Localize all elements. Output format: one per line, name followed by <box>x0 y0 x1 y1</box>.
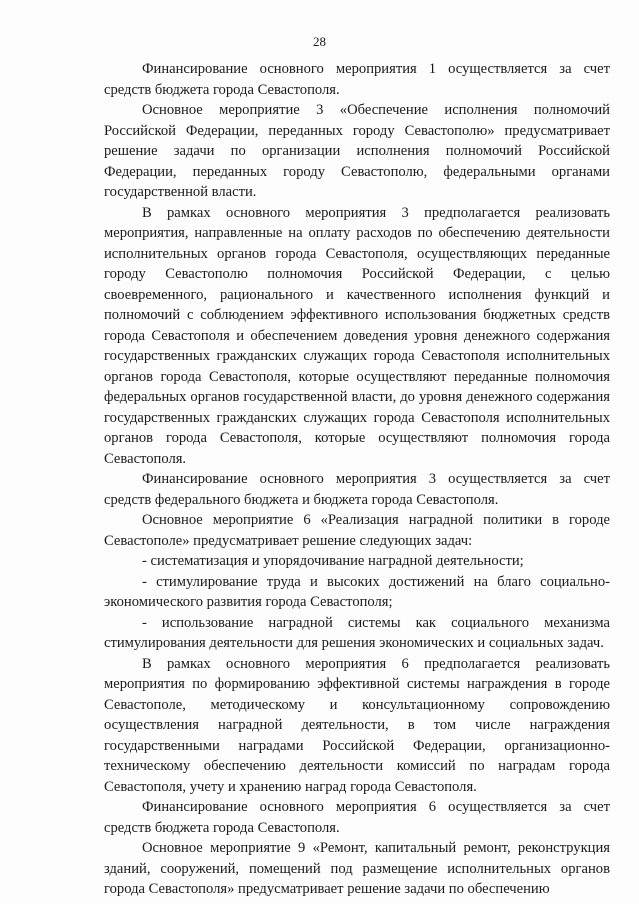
paragraph-activity-6: Основное мероприятие 6 «Реализация наградной политики в городе Севастополе» предусматривает решение следующих задач: <box>104 512 610 549</box>
document-body <box>104 59 610 900</box>
list-item-award-system: - использование наградной системы как социального механизма стимулирования деятельности для решения экономических и социальных задач. <box>104 614 610 651</box>
list-item-stimulation: - стимулирование труда и высоких достижений на благо социально-экономического развития города Севастополя; <box>104 573 610 610</box>
paragraph-activity-6-details: В рамках основного мероприятия 6 предполагается реализовать мероприятия по формированию эффективной системы награждения в городе Севастополе, методическому и консультационному сопровождению осуществления наградной деятельности, в том числе награждения государственными наградами Российской Федерации, организационно-техническому обеспечению деятельности комиссий по наградам города Севастополя, учету и хранению наград города Севастополя. <box>104 655 610 795</box>
paragraph-activity-9: Основное мероприятие 9 «Ремонт, капитальный ремонт, реконструкция зданий, сооружений, помещений под размещение исполнительных органов города Севастополя» предусматривает решение задачи по обеспечению <box>104 840 610 897</box>
paragraph-financing-6: Финансирование основного мероприятия 6 осуществляется за счет средств бюджета города Севастополя. <box>104 799 610 836</box>
list-item-systematization: - систематизация и упорядочивание наградной деятельности; <box>142 553 524 569</box>
page-number: 28 <box>313 34 326 49</box>
paragraph-financing-1: Финансирование основного мероприятия 1 осуществляется за счет средств бюджета города Севастополя. <box>104 61 610 98</box>
paragraph-financing-3: Финансирование основного мероприятия 3 осуществляется за счет средств федерального бюджета и бюджета города Севастополя. <box>104 471 610 508</box>
paragraph-activity-3: Основное мероприятие 3 «Обеспечение исполнения полномочий Российской Федерации, переданных городу Севастополю» предусматривает решение задачи по организации исполнения полномочий Российской Федерации, переданных городу Севастополю, федеральными органами государственной власти. <box>104 102 610 200</box>
paragraph-activity-3-details: В рамках основного мероприятия 3 предполагается реализовать мероприятия, направленные на оплату расходов по обеспечению деятельности исполнительных органов города Севастополя, осуществляющих переданные городу Севастополю полномочия Российской Федерации, с целью своевременного, рационального и качественного исполнения функций и полномочий с соблюдением эффективного использования бюджетных средств города Севастополя и обеспечением доведения уровня денежного содержания государственных гражданских служащих города Севастополя исполнительных органов города Севастополя, которые осуществляют переданные полномочия федеральных органов государственной власти, до уровня денежного содержания государственных гражданских служащих города Севастополя исполнительных органов города Севастополя, которые осуществляют полномочия города Севастополя. <box>104 204 610 467</box>
